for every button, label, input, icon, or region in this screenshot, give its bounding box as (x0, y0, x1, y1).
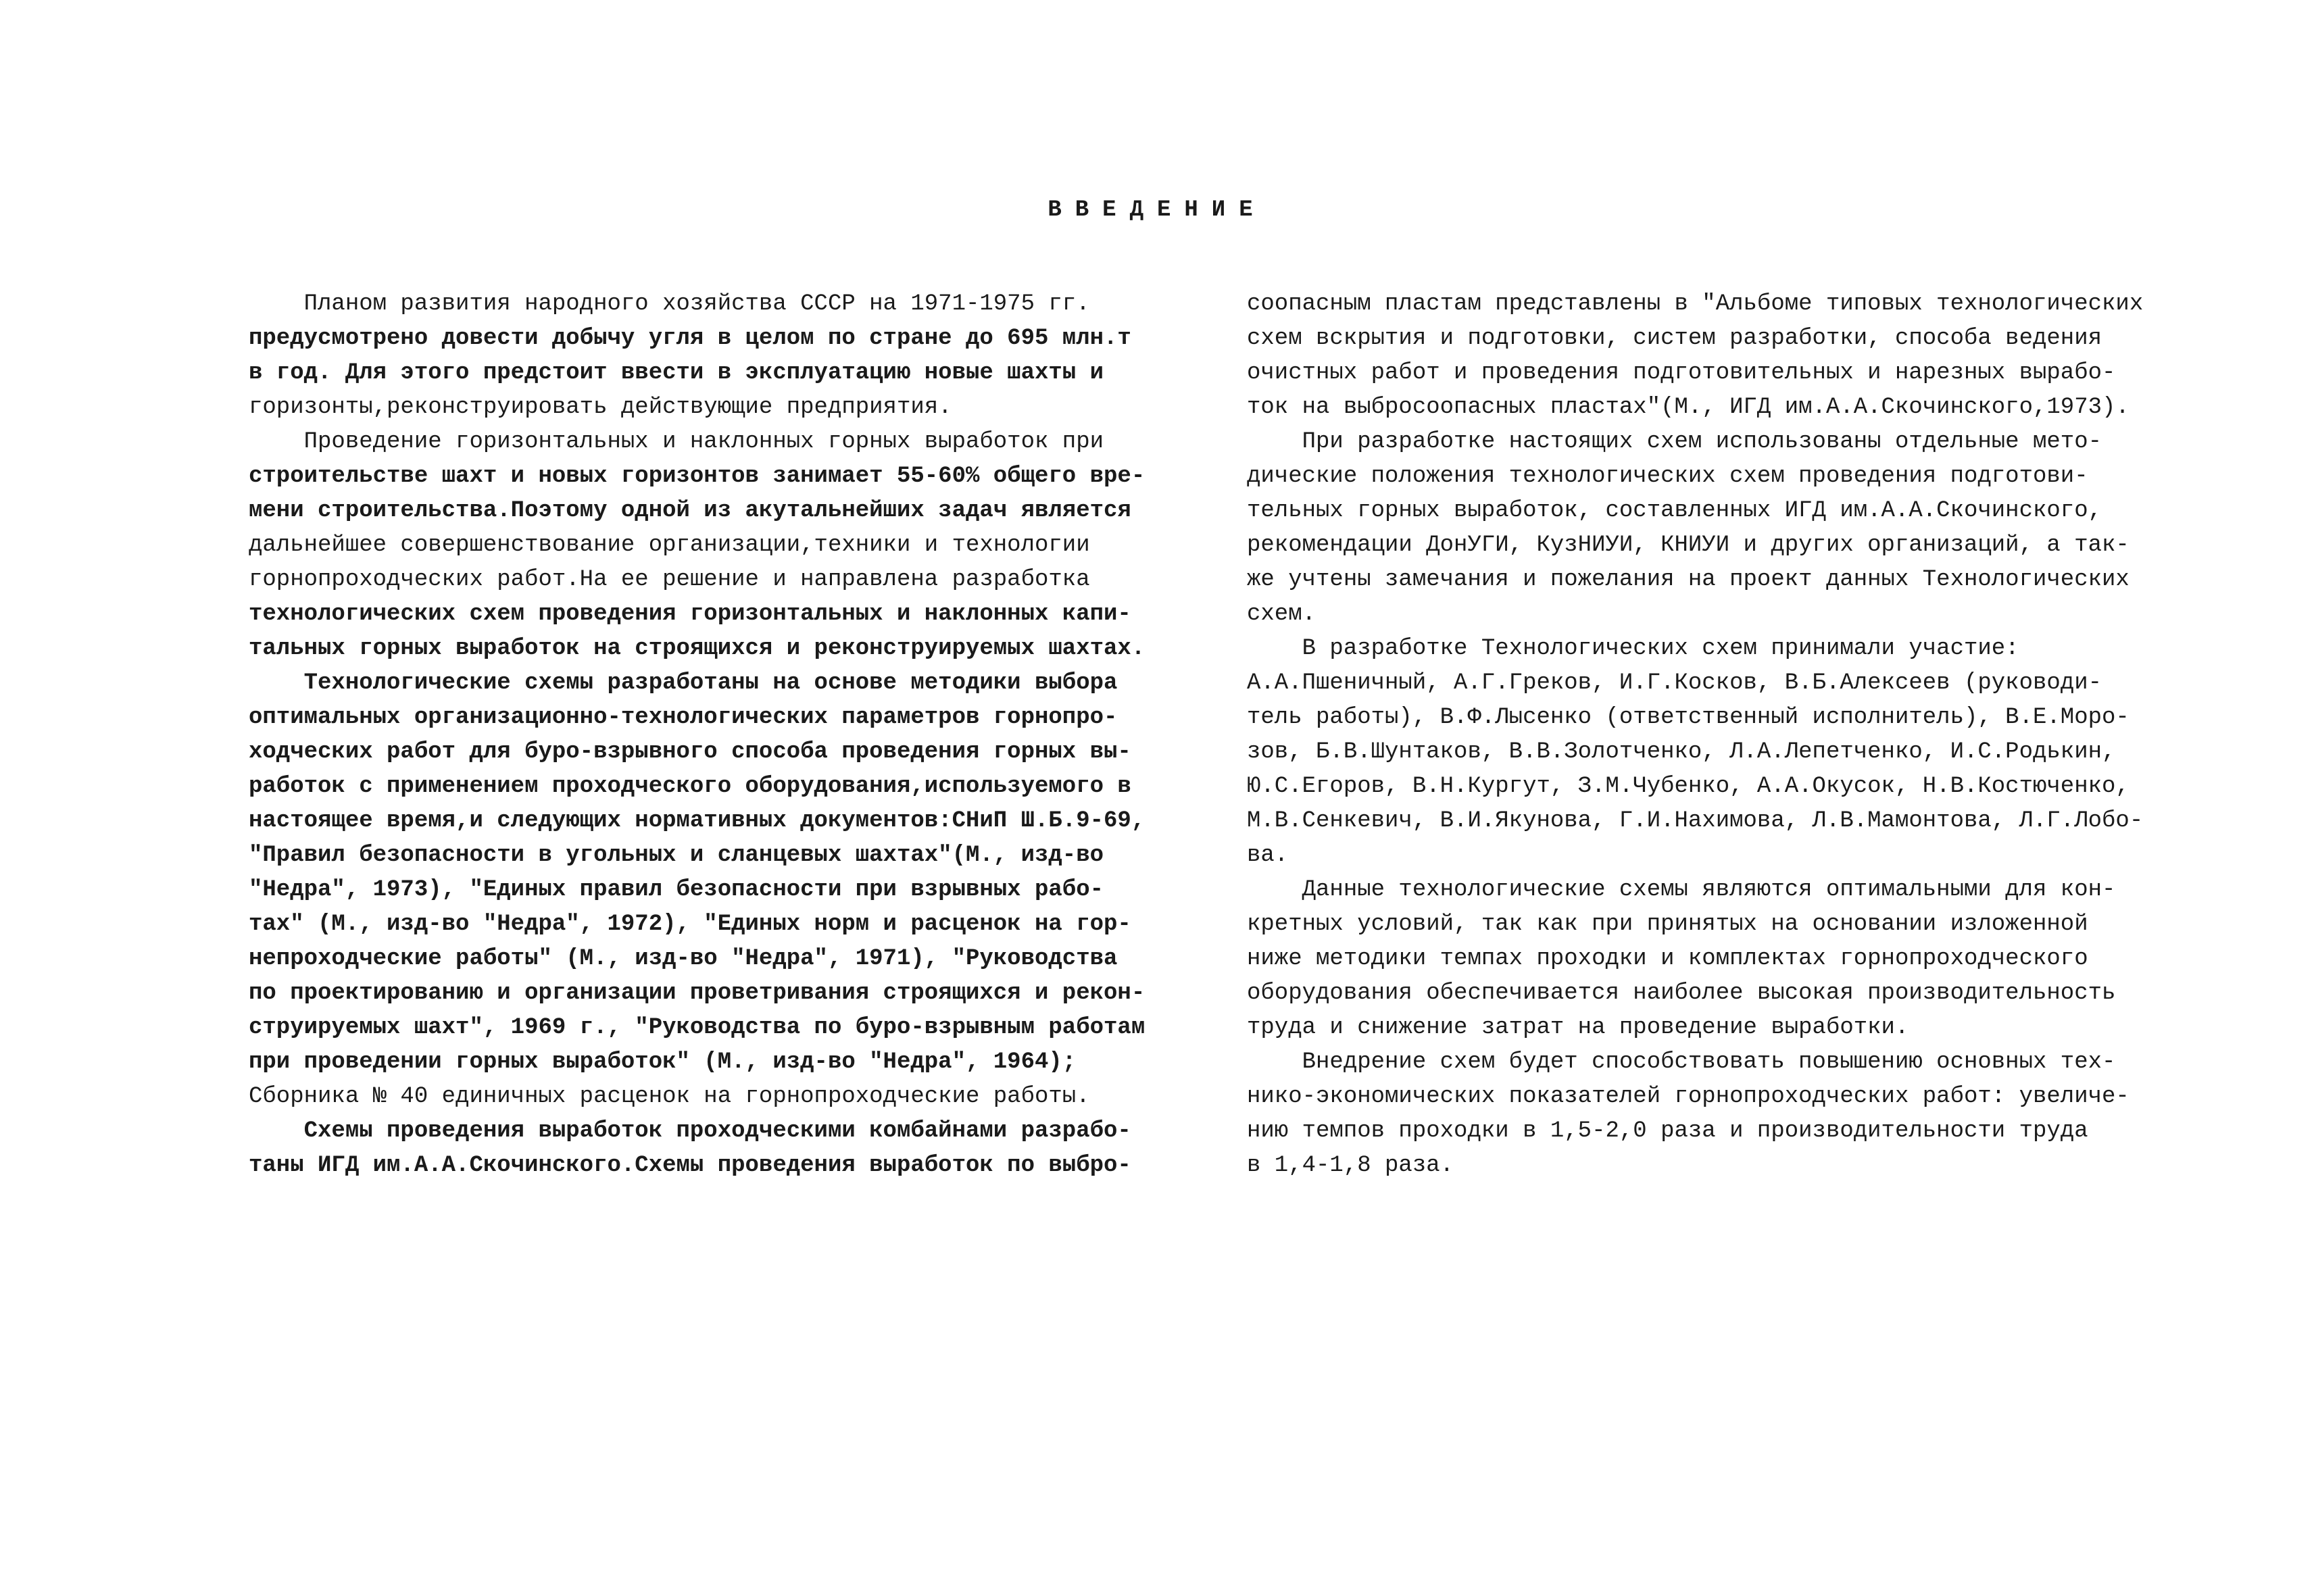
text-line: соопасным пластам представлены в "Альбоме типовых технологических (1247, 291, 2144, 317)
text-line: горнопроходческих работ.На ее решение и направлена разработка (249, 567, 1090, 593)
text-line: тель работы), В.Ф.Лысенко (ответственный исполнитель), В.Е.Моро- (1247, 705, 2130, 730)
text-line: дальнейшее совершенствование организации,техники и технологии (249, 532, 1090, 558)
text-line: рекомендации ДонУГИ, КузНИУИ, КНИУИ и других организаций, а так- (1247, 532, 2130, 558)
text-line: непроходческие работы" (М., изд-во "Недра", 1971), "Руководства (249, 946, 1118, 972)
right-column (1247, 287, 2143, 1183)
text-line: таны ИГД им.А.А.Скочинского.Схемы проведения выработок по выбро- (249, 1153, 1131, 1178)
text-line: же учтены замечания и пожелания на проект данных Технологических (1247, 567, 2130, 593)
text-line: зов, Б.В.Шунтаков, В.В.Золотченко, Л.А.Лепетченко, И.С.Родькин, (1247, 739, 2116, 765)
text-line: кретных условий, так как при принятых на основании изложенной (1247, 912, 2088, 937)
text-line: мени строительства.Поэтому одной из акутальнейших задач является (249, 498, 1131, 524)
text-line: М.В.Сенкевич, В.И.Якунова, Г.И.Нахимова, Л.В.Мамонтова, Л.Г.Лобо- (1247, 808, 2144, 834)
text-line: "Правил безопасности в угольных и сланцевых шахтах"(М., изд-во (249, 843, 1104, 868)
text-line: тах" (М., изд-во "Недра", 1972), "Единых норм и расценок на гор- (249, 912, 1131, 937)
text-line: ва. (1247, 843, 1289, 868)
text-line: оборудования обеспечивается наиболее высокая производительность (1247, 980, 2116, 1006)
text-line: схем вскрытия и подготовки, систем разработки, способа ведения (1247, 326, 2102, 351)
text-line: "Недра", 1973), "Единых правил безопасности при взрывных рабо- (249, 877, 1104, 903)
text-line: Внедрение схем будет способствовать повышению основных тех- (1247, 1049, 2116, 1075)
text-line: А.А.Пшеничный, А.Г.Греков, И.Г.Косков, В.Б.Алексеев (руководи- (1247, 670, 2102, 696)
text-line: предусмотрено довести добычу угля в целом по стране до 695 млн.т (249, 326, 1131, 351)
left-column (249, 287, 1145, 1183)
text-line: струируемых шахт", 1969 г., "Руководства по буро-взрывным работам (249, 1015, 1146, 1041)
text-line: ходческих работ для буро-взрывного способа проведения горных вы- (249, 739, 1131, 765)
text-line: технологических схем проведения горизонтальных и наклонных капи- (249, 601, 1131, 627)
page-title: ВВЕДЕНИЕ (1048, 197, 1266, 223)
text-line: нико-экономических показателей горнопроходческих работ: увеличе- (1247, 1084, 2130, 1109)
text-line: Ю.С.Егоров, В.Н.Кургут, З.М.Чубенко, А.А.Окусок, Н.В.Костюченко, (1247, 774, 2130, 799)
text-line: Технологические схемы разработаны на основе методики выбора (249, 670, 1118, 696)
text-line: Проведение горизонтальных и наклонных горных выработок при (249, 429, 1104, 455)
text-line: Сборника № 40 единичных расценок на горнопроходческие работы. (249, 1084, 1090, 1109)
text-line: ниже методики темпах проходки и комплектах горнопроходческого (1247, 946, 2088, 972)
text-line: строительстве шахт и новых горизонтов занимает 55-60% общего вре- (249, 464, 1146, 489)
text-line: ток на выбросоопасных пластах"(М., ИГД им.А.А.Скочинского,1973). (1247, 395, 2130, 420)
text-line: труда и снижение затрат на проведение выработки. (1247, 1015, 1909, 1041)
text-line: При разработке настоящих схем использованы отдельные мето- (1247, 429, 2102, 455)
text-line: по проектированию и организации проветривания строящихся и рекон- (249, 980, 1146, 1006)
text-line: при проведении горных выработок" (М., изд-во "Недра", 1964); (249, 1049, 1077, 1075)
text-line: настоящее время,и следующих нормативных документов:СНиП Ш.Б.9-69, (249, 808, 1146, 834)
text-line: тельных горных выработок, составленных ИГД им.А.А.Скочинского, (1247, 498, 2102, 524)
text-line: Планом развития народного хозяйства СССР на 1971-1975 гг. (249, 291, 1090, 317)
text-line: тальных горных выработок на строящихся и реконструируемых шахтах. (249, 636, 1146, 662)
text-line: оптимальных организационно-технологических параметров горнопро- (249, 705, 1118, 730)
text-line: работок с применением проходческого оборудования,используемого в (249, 774, 1131, 799)
text-line: Схемы проведения выработок проходческими комбайнами разрабо- (249, 1118, 1131, 1144)
text-line: нию темпов проходки в 1,5-2,0 раза и производительности труда (1247, 1118, 2088, 1144)
text-line: очистных работ и проведения подготовительных и нарезных вырабо- (1247, 360, 2116, 386)
text-line: горизонты,реконструировать действующие предприятия. (249, 395, 952, 420)
text-line: в год. Для этого предстоит ввести в эксплуатацию новые шахты и (249, 360, 1104, 386)
text-line: Данные технологические схемы являются оптимальными для кон- (1247, 877, 2116, 903)
text-line: в 1,4-1,8 раза. (1247, 1153, 1454, 1178)
text-line: В разработке Технологических схем принимали участие: (1247, 636, 2019, 662)
text-line: схем. (1247, 601, 1316, 627)
text-line: дические положения технологических схем проведения подготови- (1247, 464, 2088, 489)
